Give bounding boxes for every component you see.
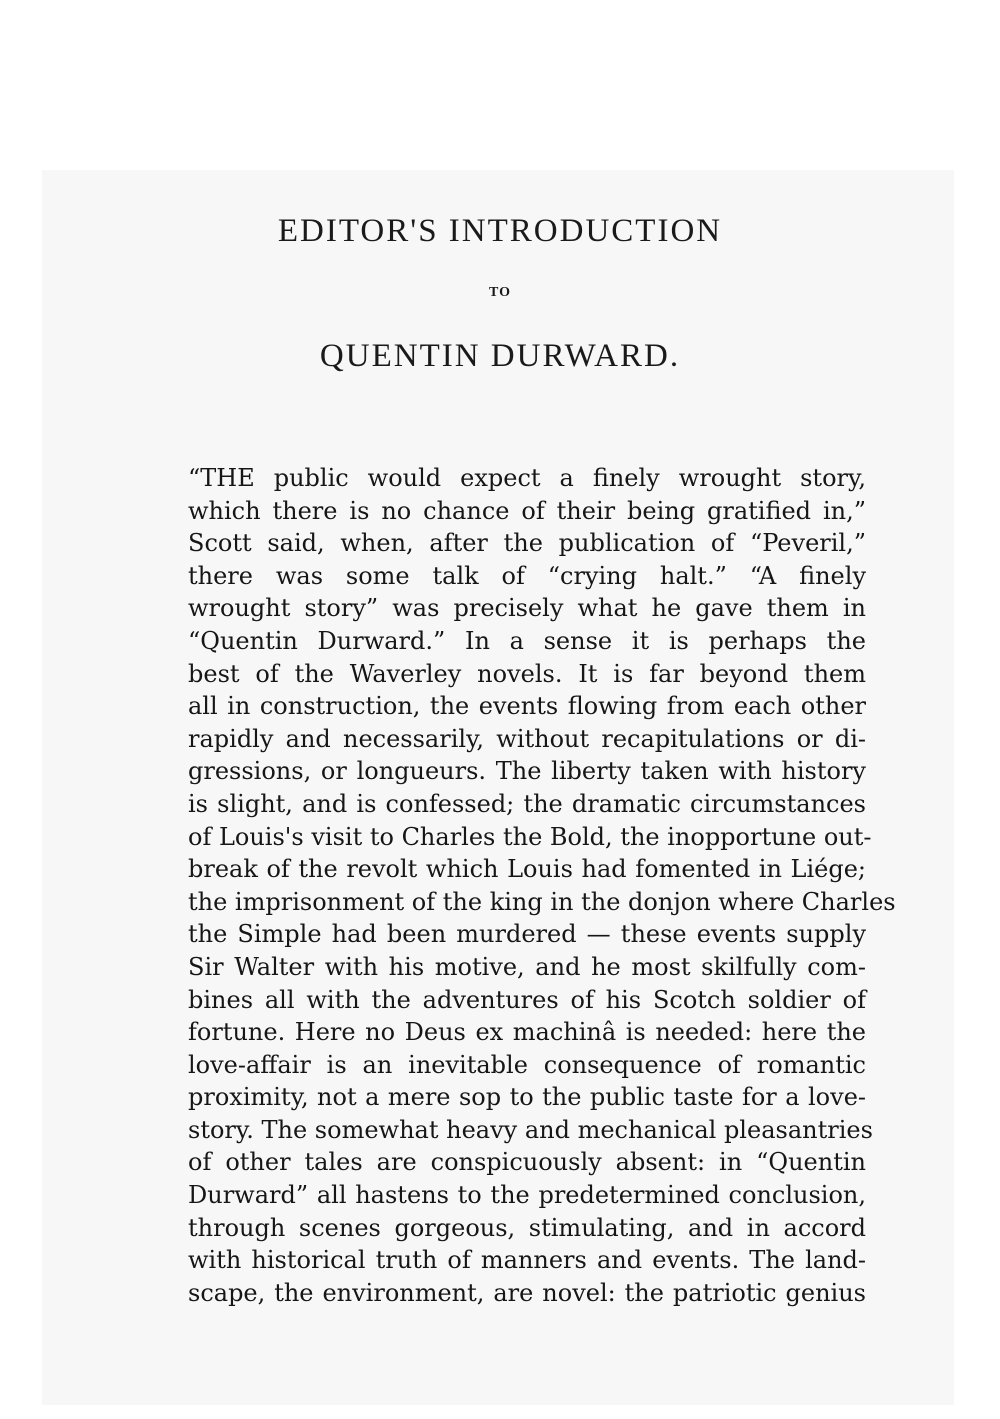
text-line: story. The somewhat heavy and mechanical pleasantries (188, 1115, 873, 1144)
text-line: the imprisonment of the king in the donjon where Charles (188, 887, 896, 916)
title-connector: TO (489, 285, 511, 300)
text-line: rapidly and necessarily, without recapitulations or di- (188, 724, 866, 753)
text-line: love-affair is an inevitable consequence of romantic (188, 1050, 866, 1079)
text-line: scape, the environment, are novel: the patriotic genius (188, 1278, 866, 1307)
text-line: proximity, not a mere sop to the public taste for a love- (188, 1083, 866, 1112)
body-paragraph (188, 462, 896, 1309)
text-line: Scott said, when, after the publication of “Peveril,” (188, 529, 866, 558)
text-line: there was some talk of “crying halt.” “A finely (188, 561, 866, 590)
page-subtitle: QUENTIN DURWARD. (319, 338, 681, 374)
text-line: “THE public would expect a finely wrought story, (188, 464, 866, 492)
text-line: “Quentin Durward.” In a sense it is perhaps the (188, 626, 866, 655)
text-line: wrought story” was precisely what he gave them in (188, 594, 866, 623)
text-line: is slight, and is confessed; the dramatic circumstances (188, 789, 866, 818)
text-line: which there is no chance of their being gratified in,” (188, 496, 866, 525)
text-line: with historical truth of manners and events. The land- (188, 1246, 866, 1275)
text-line: of other tales are conspicuously absent: in “Quentin (188, 1148, 866, 1177)
text-line: Sir Walter with his motive, and he most skilfully com- (188, 952, 866, 981)
text-line: through scenes gorgeous, stimulating, and in accord (188, 1213, 866, 1242)
text-line: bines all with the adventures of his Scotch soldier of (188, 985, 866, 1014)
text-line: all in construction, the events flowing from each other (188, 692, 866, 721)
page-title: EDITOR'S INTRODUCTION (277, 213, 723, 249)
text-line: gressions, or longueurs. The liberty taken with history (188, 757, 866, 786)
text-line: Durward” all hastens to the predetermined conclusion, (188, 1181, 866, 1210)
text-line: of Louis's visit to Charles the Bold, the inopportune out- (188, 822, 872, 851)
text-line: best of the Waverley novels. It is far beyond them (188, 659, 866, 688)
text-line: break of the revolt which Louis had fomented in Liége; (188, 855, 866, 884)
text-line: fortune. Here no Deus ex machinâ is needed: here the (188, 1018, 866, 1047)
text-line: the Simple had been murdered — these events supply (188, 920, 866, 949)
